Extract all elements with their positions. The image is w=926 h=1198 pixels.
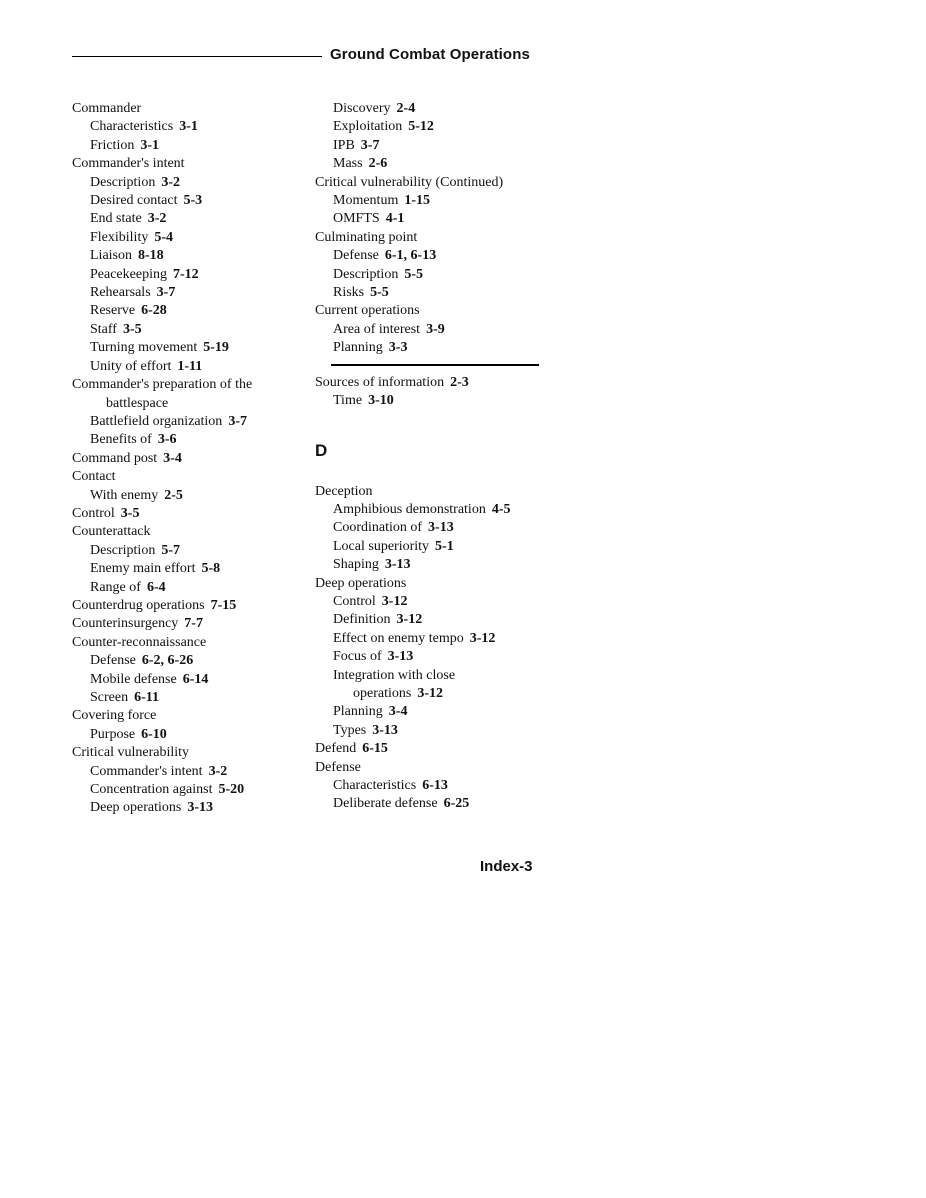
index-entry-term: Amphibious demonstration: [333, 501, 486, 517]
index-entry: [72, 781, 302, 799]
index-entry: [315, 247, 545, 265]
index-entry-term: Description: [333, 266, 399, 282]
index-entry: [315, 556, 545, 574]
index-entry-term: Risks: [333, 285, 365, 301]
index-entry-pages: 2-4: [396, 101, 416, 116]
index-entry: [72, 321, 302, 339]
index-column-right: [315, 100, 545, 814]
index-entry: [72, 413, 302, 431]
index-entry-pages: 5-5: [404, 266, 423, 282]
index-entry: [315, 575, 545, 593]
index-entry: [315, 777, 545, 795]
index-entry-pages: 3-5: [122, 321, 142, 337]
index-entry-pages: 3-12: [469, 630, 496, 646]
index-entry-term: Defense: [315, 759, 361, 775]
index-entry-pages: 3-13: [384, 557, 411, 573]
index-entry: [72, 487, 302, 505]
right-column-top-entries: [315, 100, 545, 358]
index-entry: [72, 671, 302, 689]
index-entry-pages: 3-13: [372, 722, 398, 738]
index-entry-term: Definition: [333, 612, 391, 628]
index-entry-term: Staff: [90, 321, 117, 337]
index-entry-pages: 6-25: [443, 796, 470, 812]
index-entry-pages: 3-3: [388, 340, 408, 356]
index-entry-term: Description: [90, 174, 156, 190]
index-entry-pages: 3-2: [208, 763, 228, 779]
index-entry-pages: 5-20: [218, 782, 245, 798]
index-entry-pages: 8-18: [138, 248, 164, 264]
index-entry-pages: 6-1, 6-13: [384, 248, 437, 264]
index-entry-term: Critical vulnerability (Continued): [315, 174, 504, 190]
section-letter-heading: D: [315, 440, 328, 460]
index-entry-term: Types: [333, 722, 367, 738]
index-entry: [315, 483, 545, 501]
index-entry-pages: 3-10: [368, 393, 394, 409]
index-entry: [72, 247, 302, 265]
index-entry-term: Deep operations: [90, 800, 182, 816]
index-entry-term: Momentum: [333, 193, 399, 209]
index-column-left: [72, 100, 302, 818]
index-entry-term: With enemy: [90, 487, 159, 503]
index-entry: [315, 137, 545, 155]
index-entry-term: Integration with close: [333, 667, 456, 683]
index-entry-term: Current operations: [315, 303, 420, 319]
index-entry-term: Characteristics: [333, 778, 417, 793]
index-entry: [315, 685, 545, 703]
index-entry: [315, 321, 545, 339]
index-entry-term: Control: [72, 505, 115, 521]
index-entry-pages: 3-2: [161, 174, 180, 190]
index-entry-pages: 1-15: [404, 193, 431, 209]
index-entry-pages: 3-12: [396, 612, 423, 628]
index-entry-term: Sources of information: [315, 374, 445, 390]
index-entry: [72, 302, 302, 320]
index-entry-term: Critical vulnerability: [72, 745, 190, 761]
index-entry-term: Effect on enemy tempo: [333, 630, 464, 646]
index-entry: [72, 358, 302, 376]
index-entry: [72, 468, 302, 486]
index-entry-pages: 3-12: [417, 685, 443, 701]
index-entry: [72, 763, 302, 781]
index-entry-pages: 3-13: [387, 649, 414, 665]
index-entry: [315, 266, 545, 284]
index-entry-term: Counterdrug operations: [72, 597, 205, 613]
index-entry: [315, 538, 545, 556]
index-entry-term: Deliberate defense: [333, 796, 438, 812]
index-entry: [315, 703, 545, 721]
index-entry-pages: 1-11: [177, 358, 203, 374]
index-entry-term: Counterattack: [72, 524, 151, 540]
index-entry-term: Concentration against: [90, 782, 213, 798]
index-entry-term: Deep operations: [315, 575, 407, 591]
index-entry: [72, 542, 302, 560]
index-entry: [72, 597, 302, 615]
index-entry-pages: 4-5: [491, 501, 511, 517]
index-entry: [315, 118, 545, 136]
index-entry-term: Reserve: [90, 303, 136, 319]
index-entry-term: Planning: [333, 704, 383, 720]
index-entry-pages: 6-2, 6-26: [141, 653, 194, 669]
index-entry-pages: 3-6: [157, 432, 177, 448]
index-entry: [315, 284, 545, 302]
index-entry: [315, 192, 545, 210]
index-entry: [315, 229, 545, 247]
index-entry-term: Time: [333, 393, 363, 409]
index-entry-term: Area of interest: [333, 321, 421, 337]
index-entry-pages: 7-12: [172, 266, 199, 282]
index-entry-pages: 6-13: [422, 778, 448, 793]
index-entry: [72, 155, 302, 173]
index-entry: [72, 192, 302, 210]
index-entry: [72, 726, 302, 744]
index-entry-pages: 7-7: [184, 616, 203, 632]
index-entry: [72, 523, 302, 541]
index-entry: [72, 376, 302, 394]
index-entry-pages: 3-4: [388, 704, 408, 720]
index-entry: [315, 174, 545, 192]
index-entry: [315, 648, 545, 666]
index-entry: [315, 374, 545, 392]
index-entry: [315, 630, 545, 648]
index-entry: [72, 339, 302, 357]
index-entry: [315, 611, 545, 629]
index-entry-term: Shaping: [333, 557, 379, 573]
index-entry: [315, 722, 545, 740]
index-entry-pages: 3-7: [228, 413, 247, 429]
index-entry-pages: 5-19: [203, 340, 229, 356]
index-entry: [72, 744, 302, 762]
index-entry-pages: 5-8: [201, 561, 221, 577]
index-entry-pages: 5-1: [435, 538, 454, 554]
index-entry-term: Characteristics: [90, 119, 174, 135]
index-entry: [72, 137, 302, 155]
index-entry-term: Flexibility: [90, 229, 149, 245]
index-entry: [72, 210, 302, 228]
index-entry-pages: 6-14: [182, 671, 209, 687]
index-entry: [72, 431, 302, 449]
index-entry: [72, 100, 302, 118]
index-entry-term: Battlefield organization: [90, 413, 223, 429]
index-entry-term: Rehearsals: [90, 285, 151, 301]
index-entry-term: Purpose: [90, 726, 136, 742]
right-column-middle-entries: [315, 374, 545, 411]
index-entry-pages: 5-7: [161, 542, 180, 558]
index-entry-term: Defense: [90, 653, 136, 669]
index-entry-term: Exploitation: [333, 119, 403, 135]
index-entry: [315, 100, 545, 118]
right-column-bottom-entries: [315, 483, 545, 814]
index-entry-term: Counterinsurgency: [72, 616, 179, 632]
index-entry-term: battlespace: [106, 395, 169, 411]
index-entry-pages: 3-2: [147, 211, 167, 227]
index-entry: [72, 118, 302, 136]
index-entry: [72, 652, 302, 670]
index-entry-term: Focus of: [333, 649, 382, 665]
index-entry-pages: 3-9: [426, 321, 445, 337]
index-entry: [72, 266, 302, 284]
index-entry-pages: 7-15: [210, 597, 237, 613]
index-entry-term: Control: [333, 593, 376, 609]
index-entry-term: Commander: [72, 101, 142, 116]
index-entry-term: OMFTS: [333, 211, 380, 227]
index-entry: [315, 302, 545, 320]
index-entry-term: IPB: [333, 137, 355, 153]
index-entry-term: Discovery: [333, 101, 391, 116]
page-number-footer: Index-3: [480, 858, 533, 875]
index-entry: [72, 505, 302, 523]
index-entry-pages: 5-12: [408, 119, 434, 135]
index-entry-term: Culminating point: [315, 229, 418, 245]
index-entry-term: Description: [90, 542, 156, 558]
index-entry-pages: 6-28: [141, 303, 167, 319]
index-entry-term: operations: [353, 685, 412, 701]
index-entry: [72, 615, 302, 633]
index-entry: [72, 579, 302, 597]
index-entry-term: End state: [90, 211, 142, 227]
index-entry: [315, 759, 545, 777]
index-entry-pages: 2-3: [450, 374, 469, 390]
index-entry-pages: 3-1: [179, 119, 198, 135]
index-entry-pages: 3-13: [187, 800, 214, 816]
index-entry: [315, 339, 545, 357]
index-entry-pages: 3-1: [140, 137, 160, 153]
index-entry-pages: 6-15: [362, 741, 388, 757]
index-entry: [72, 707, 302, 725]
index-entry-term: Benefits of: [90, 432, 152, 448]
index-entry-pages: 5-5: [370, 285, 389, 301]
index-entry: [72, 634, 302, 652]
index-entry-pages: 5-3: [183, 193, 203, 209]
index-entry: [315, 392, 545, 410]
running-header-title: Ground Combat Operations: [330, 46, 530, 63]
index-entry: [72, 450, 302, 468]
index-entry-term: Commander's preparation of the: [72, 377, 253, 393]
index-entry-term: Coordination of: [333, 520, 423, 536]
index-entry-term: Defense: [333, 248, 379, 264]
index-entry: [315, 795, 545, 813]
index-entry-pages: 5-4: [154, 229, 174, 245]
index-entry-term: Turning movement: [90, 340, 198, 356]
index-entry-term: Command post: [72, 450, 158, 466]
index-entry-term: Deception: [315, 483, 373, 499]
index-entry-term: Peacekeeping: [90, 266, 167, 282]
index-entry: [72, 395, 302, 413]
index-entry-term: Enemy main effort: [90, 561, 196, 577]
index-entry-term: Range of: [90, 579, 141, 595]
index-entry-pages: 6-11: [134, 690, 159, 705]
index-entry: [72, 284, 302, 302]
index-entry-term: Mass: [333, 156, 363, 172]
index-entry: [315, 210, 545, 228]
index-entry: [315, 667, 545, 685]
index-entry-term: Screen: [90, 690, 129, 705]
index-entry-pages: 3-7: [156, 285, 176, 301]
index-entry-term: Defend: [315, 741, 357, 757]
index-entry: [315, 593, 545, 611]
index-entry-term: Friction: [90, 137, 135, 153]
index-entry-pages: 4-1: [385, 211, 405, 227]
index-entry: [72, 560, 302, 578]
index-entry: [72, 174, 302, 192]
index-entry: [72, 229, 302, 247]
index-entry-term: Desired contact: [90, 193, 178, 209]
index-entry: [315, 501, 545, 519]
index-entry-pages: 2-5: [164, 487, 183, 503]
index-entry-term: Commander's intent: [90, 763, 203, 779]
index-entry-pages: 3-13: [428, 520, 454, 536]
index-entry-pages: 3-12: [381, 593, 408, 609]
index-entry-term: Unity of effort: [90, 358, 172, 374]
index-entry-pages: 6-10: [141, 726, 167, 742]
index-entry: [315, 519, 545, 537]
index-entry: [72, 689, 302, 707]
index-entry-term: Commander's intent: [72, 156, 185, 172]
index-entry-pages: 2-6: [368, 156, 388, 172]
index-entry-pages: 3-5: [120, 505, 140, 521]
index-entry: [315, 740, 545, 758]
index-entry-term: Contact: [72, 469, 116, 485]
index-entry-pages: 6-4: [146, 579, 166, 595]
index-entry-term: Local superiority: [333, 538, 430, 554]
header-rule: [72, 56, 322, 57]
index-entry-term: Mobile defense: [90, 671, 177, 687]
index-entry-term: Counter-reconnaissance: [72, 634, 207, 650]
index-entry-term: Covering force: [72, 708, 157, 724]
continuation-divider: [331, 364, 539, 366]
index-entry: [315, 155, 545, 173]
index-entry-term: Liaison: [90, 248, 132, 264]
index-entry-term: Planning: [333, 340, 383, 356]
index-entry: [72, 799, 302, 817]
index-entry-pages: 3-7: [360, 137, 380, 153]
index-entry-pages: 3-4: [163, 450, 182, 466]
